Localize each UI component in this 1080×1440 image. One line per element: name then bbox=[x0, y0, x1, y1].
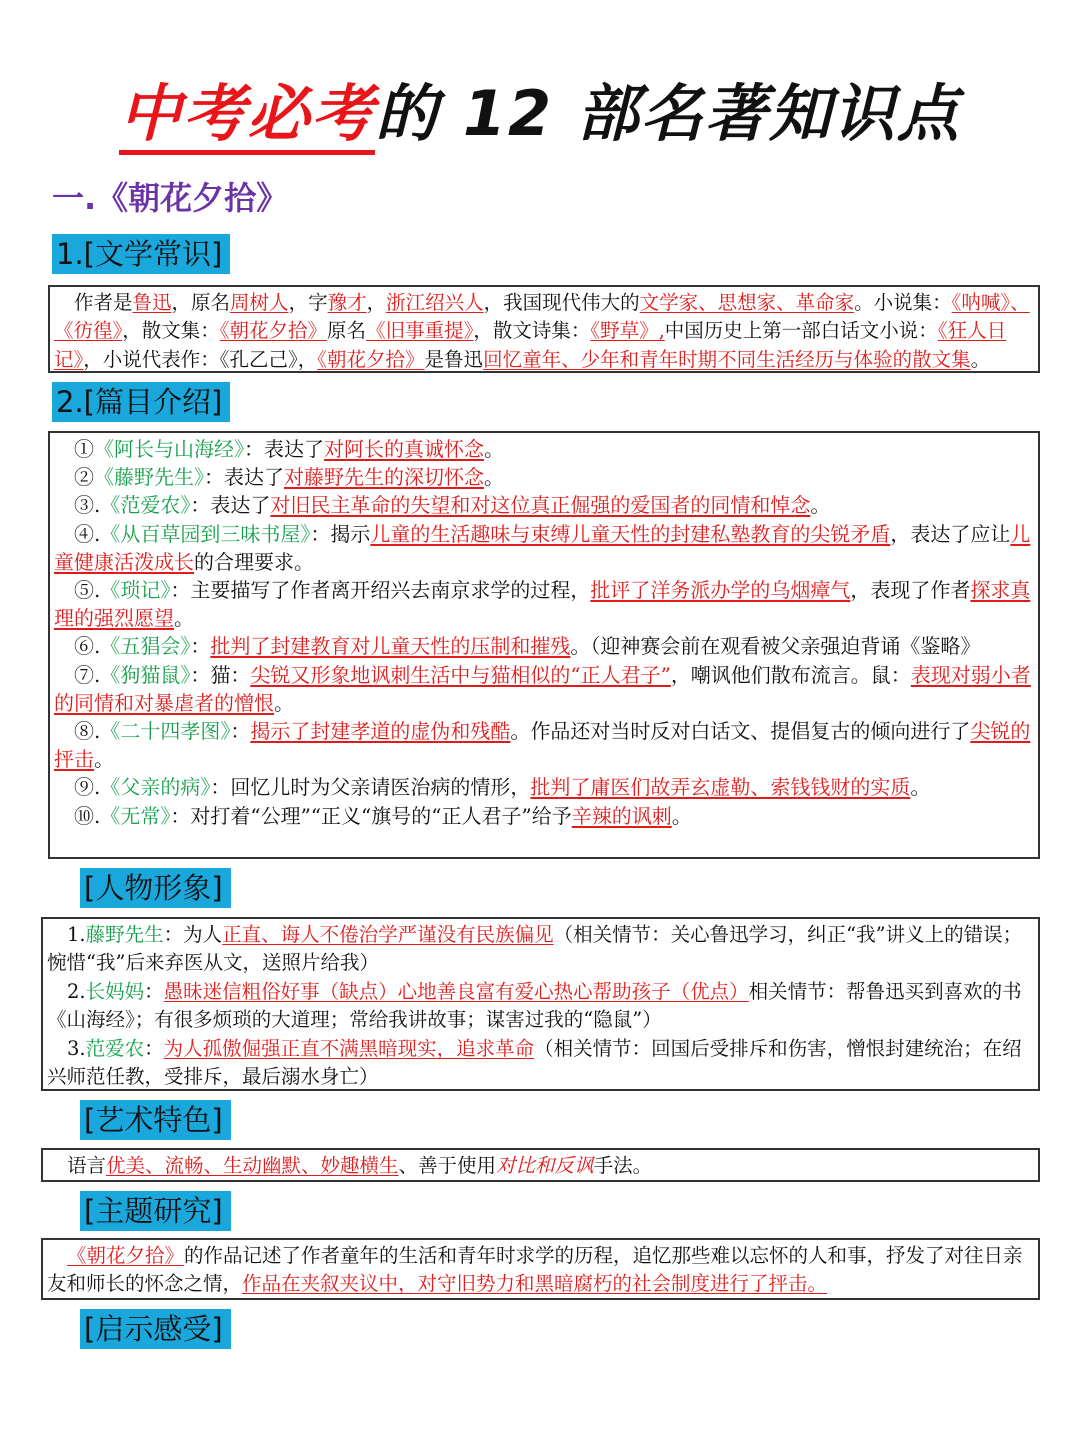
page-title-black: 的 12 部名著知识点 bbox=[375, 77, 961, 150]
yishu-paragraph: 语言优美、流畅、生动幽默、妙趣横生、善于使用对比和反讽手法。 bbox=[67, 1154, 653, 1177]
pianmu-item: ①《阿长与山海经》：表达了对阿长的真诚怀念。 bbox=[74, 437, 504, 461]
pianmu-item: ⑩.《无常》：对打着“公理”“正义“旗号的“正人君子”给予辛辣的讽刺。 bbox=[74, 803, 692, 828]
zhuti-paragraph: 《朝花夕拾》的作品记述了作者童年的生活和青年时求学的历程，追忆那些难以忘怀的人和事，抒发了对往日亲友和师长的怀念之情，作品在夹叙夹议中，对守旧势力和黑暗腐朽的社会制度进行了抨击。 bbox=[47, 1244, 1023, 1296]
pianmu-item: ⑤.《琐记》：主要描写了作者离开绍兴去南京求学的过程，批评了洋务派办学的乌烟瘴气，表现了作者探求真理的强烈愿望。 bbox=[54, 578, 1031, 631]
tag-pianmu: 2.[篇目介绍] bbox=[52, 382, 230, 422]
pianmu-item: ⑦.《狗猫鼠》：猫：尖锐又形象地讽刺生活中与猫相似的“正人君子”，嘲讽他们散布流言。鼠：表现对弱小者的同情和对暴虐者的憎恨。 bbox=[54, 662, 1031, 715]
box-yishu bbox=[41, 1148, 1040, 1182]
pianmu-item: ⑥.《五猖会》：批判了封建教育对儿童天性的压制和摧残。（迎神赛会前在观看被父亲强迫背诵《鉴略》 bbox=[74, 634, 981, 659]
renwu-item: 2.长妈妈：愚昧迷信粗俗好事（缺点）心地善良富有爱心热心帮助孩子（优点）相关情节：帮鲁迅买到喜欢的书《山海经》；有很多烦琐的大道理；常给我讲故事；谋害过我的“隐鼠”） bbox=[47, 979, 1022, 1032]
tag-renwu: [人物形象] bbox=[80, 868, 231, 908]
pianmu-item: ④.《从百草园到三味书屋》：揭示儿童的生活趣味与束缚儿童天性的封建私塾教育的尖锐矛盾，表达了应让儿童健康活泼成长的合理要求。 bbox=[54, 521, 1031, 574]
pianmu-item: ③.《范爱农》：表达了对旧民主革命的失望和对这位真正倔强的爱国者的同情和悼念。 bbox=[74, 493, 831, 518]
tag-wenxue: 1.[文学常识] bbox=[52, 234, 230, 274]
pianmu-item: ②《藤野先生》：表达了对藤野先生的深切怀念。 bbox=[74, 465, 504, 490]
section-heading: 一.《朝花夕拾》 bbox=[52, 179, 289, 217]
renwu-item: 3.范爱农：为人孤傲倔强正直不满黑暗现实，追求革命（相关情节：回国后受排斥和伤害，憎恨封建统治；在绍兴师范任教，受排斥，最后溺水身亡） bbox=[47, 1036, 1022, 1089]
wenxue-paragraph: 作者是鲁迅，原名周树人，字豫才，浙江绍兴人，我国现代伟大的文学家、思想家、革命家。小说集：《呐喊》、《彷徨》，散文集：《朝花夕拾》原名《旧事重提》，散文诗集：《野草》,中国历史上第一部白话文小说：《狂人日记》，小说代表作：《孔乙己》，《朝花夕拾》是鲁迅回忆童年、少年和青年时期不同生活经历与体验的散文集。 bbox=[54, 291, 1030, 371]
box-zhuti bbox=[41, 1238, 1040, 1300]
renwu-item: 1.藤野先生：为人正直、诲人不倦治学严谨没有民族偏见（相关情节：关心鲁迅学习，纠正“我”讲义上的错误；惋惜“我”后来弃医从文，送照片给我） bbox=[47, 923, 1023, 975]
tag-yishu: [艺术特色] bbox=[80, 1100, 231, 1140]
pianmu-item: ⑧.《二十四孝图》：揭示了封建孝道的虚伪和残酷。作品还对当时反对白话文、提倡复古的倾向进行了尖锐的抨击。 bbox=[54, 719, 1031, 772]
page-title bbox=[0, 66, 1080, 162]
box-wenxue bbox=[48, 285, 1040, 373]
tag-zhuti: [主题研究] bbox=[80, 1191, 231, 1231]
tag-qishi: [启示感受] bbox=[80, 1309, 231, 1349]
box-pianmu bbox=[48, 431, 1040, 859]
box-renwu bbox=[41, 917, 1040, 1091]
pianmu-item: ⑨.《父亲的病》：回忆儿时为父亲请医治病的情形，批判了庸医们故弄玄虚勒、索钱钱财的实质。 bbox=[74, 775, 931, 800]
page-title-red: 中考必考 bbox=[119, 77, 375, 155]
